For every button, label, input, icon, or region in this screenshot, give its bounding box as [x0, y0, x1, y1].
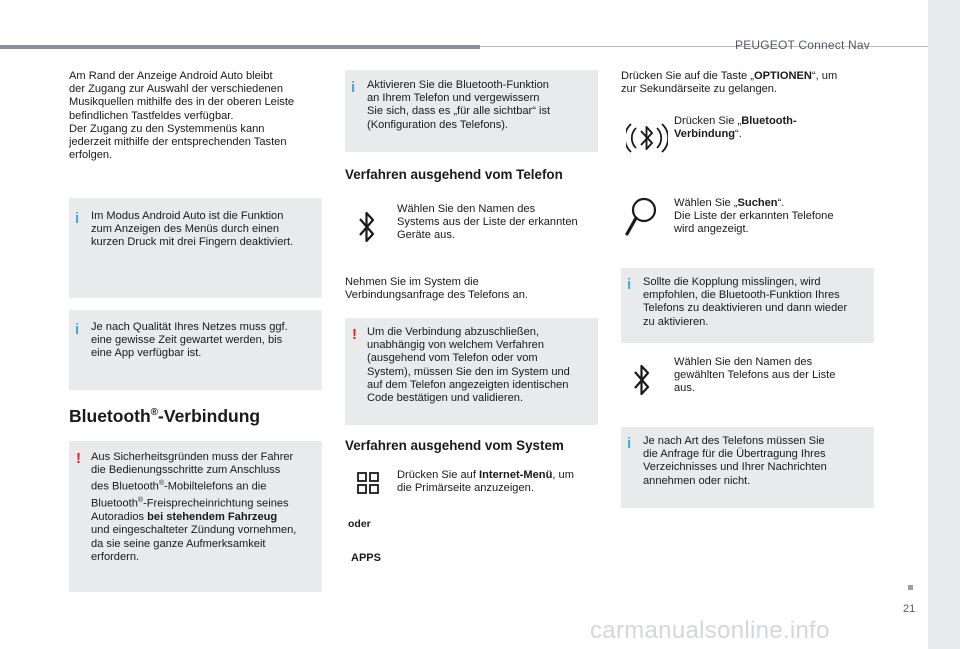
sup: ®: [158, 480, 165, 488]
heading-system-procedure: Verfahren ausgehend vom System: [345, 438, 564, 453]
info-icon: i: [75, 210, 80, 227]
text: des Bluetooth: [91, 481, 159, 494]
bold-text: Bluetooth-: [741, 115, 797, 127]
text: Drücken Sie „: [674, 115, 742, 127]
text: Drücken Sie auf die Taste „: [621, 70, 754, 82]
bluetooth-icon: [358, 210, 376, 244]
grid-menu-icon: [357, 472, 379, 494]
warning-text: [91, 451, 319, 564]
text: “, um: [811, 70, 838, 82]
search-icon: [622, 196, 662, 240]
header-rule: [0, 45, 480, 49]
text: Bluetooth: [91, 497, 138, 510]
heading-part: Bluetooth: [69, 406, 151, 426]
text: , um: [552, 469, 574, 481]
text: Drücken Sie auf: [397, 469, 480, 481]
heading-sup: ®: [150, 407, 159, 419]
text: Aus Sicherheitsgründen muss der Fahrer: [91, 451, 294, 463]
step-select-system: Wählen Sie den Namen des Systems aus der Liste der erkannten Geräte aus.: [397, 203, 578, 242]
heading-phone-procedure: Verfahren ausgehend vom Telefon: [345, 167, 563, 182]
page-mark: [908, 585, 913, 590]
info-note-android-menu: [69, 198, 322, 298]
page-number: 21: [903, 603, 916, 615]
note-text: Im Modus Android Auto ist die Funktion zum Anzeigen des Menüs durch einen kurzen Druck mit drei Fingern deaktiviert.: [91, 210, 294, 249]
bold-text: OPTIONEN: [754, 70, 812, 82]
info-icon: i: [351, 79, 356, 96]
android-auto-intro: Am Rand der Anzeige Android Auto bleibt der Zugang zur Auswahl der verschiedenen Musikquellen mithilfe des in der oberen Leiste befindlichen Tastfeldes verfügbar. Der Zugang zu den Systemmenüs kann jederzeit mithilfe der entsprechenden Tasten erfolgen.: [69, 70, 295, 162]
text: und eingeschalteter Zündung vornehmen, da sie seine ganze Aufmerksamkeit erfordern.: [91, 524, 297, 563]
step-bluetooth-connection: [674, 115, 864, 141]
text: Die Liste der erkannten Telefone wird angezeigt.: [674, 210, 834, 236]
header-title: PEUGEOT Connect Nav: [735, 38, 870, 52]
info-icon: i: [627, 435, 632, 452]
info-note-sync-request: [621, 427, 874, 508]
bold-text: Internet-Menü: [479, 469, 553, 481]
step-internet-menu: [397, 469, 597, 495]
text: die Primärseite anzuzeigen.: [397, 482, 534, 495]
text: “.: [777, 197, 785, 209]
info-note-pairing-failed: [621, 268, 874, 343]
text: -Freisprecheinrichtung seines: [143, 497, 289, 510]
note-text: Aktivieren Sie die Bluetooth-Funktion an Ihrem Telefon und vergewissern Sie sich, dass es „für alle sichtbar“ ist (Konfiguration des Telefons).: [367, 79, 551, 131]
step-select-phone: Wählen Sie den Namen des gewählten Telefons aus der Liste aus.: [674, 356, 836, 395]
side-strip: [928, 0, 960, 649]
note-text: Je nach Qualität Ihres Netzes muss ggf. eine gewisse Zeit gewartet werden, bis eine App verfügbar ist.: [91, 321, 288, 360]
heading-part: -Verbindung: [158, 406, 261, 426]
warning-icon: !: [352, 326, 357, 343]
warning-note-safety: [69, 441, 322, 592]
info-icon: i: [627, 276, 632, 293]
warning-icon: !: [76, 450, 81, 467]
info-note-activate-bt: [345, 70, 598, 152]
bold-text: Suchen: [737, 197, 778, 209]
section-heading-bluetooth: [69, 406, 260, 427]
note-text: Sollte die Kopplung misslingen, wird empfohlen, die Bluetooth-Funktion Ihres Telefons zu deaktivieren und dann wieder zu aktivieren.: [643, 276, 848, 328]
bold-text: bei stehendem Fahrzeug: [147, 511, 278, 524]
step-search: [674, 197, 864, 237]
oder-label: oder: [348, 518, 371, 530]
options-intro: [621, 70, 871, 96]
text: Wählen Sie „: [674, 197, 738, 209]
warning-note-code: [345, 318, 598, 425]
bold-text: Verbindung: [674, 128, 736, 141]
text: “.: [735, 128, 742, 141]
bluetooth-connection-icon: [626, 117, 668, 159]
text: die Bedienungsschritte zum Anschluss: [91, 464, 281, 477]
warning-text: Um die Verbindung abzuschließen, unabhängig von welchem Verfahren (ausgehend vom Telefon oder vom System), müssen Sie den im System und auf dem Telefon angezeigten identischen Code bestätigen und validieren.: [367, 326, 570, 405]
watermark: carmanualsonline.info: [590, 617, 830, 644]
info-note-network: [69, 310, 322, 390]
text: -Mobiltelefons an die: [164, 481, 267, 494]
text: Autoradios: [91, 511, 148, 524]
note-text: Je nach Art des Telefons müssen Sie die Anfrage für die Übertragung Ihres Verzeichnisses und Ihrer Nachrichten annehmen oder nicht.: [643, 435, 827, 487]
sup: ®: [137, 497, 144, 505]
bluetooth-icon: [633, 363, 651, 397]
accept-request-text: Nehmen Sie im System die Verbindungsanfrage des Telefons an.: [345, 276, 528, 302]
apps-button-label: APPS: [351, 552, 381, 564]
info-icon: i: [75, 321, 80, 338]
text: zur Sekundärseite zu gelangen.: [621, 83, 778, 96]
